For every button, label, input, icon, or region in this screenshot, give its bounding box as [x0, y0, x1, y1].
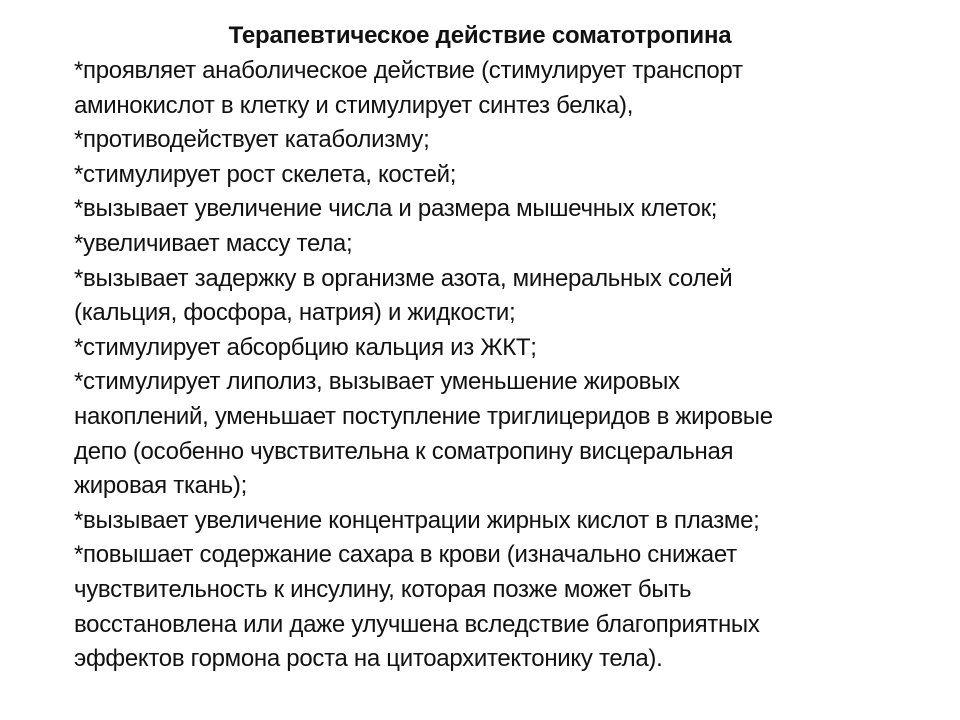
body-line: восстановлена или даже улучшена вследствие благоприятных	[74, 610, 760, 638]
body-line: депо (особенно чувствительна к соматропину висцеральная	[74, 437, 734, 465]
slide-body	[74, 54, 904, 677]
body-line: эффектов гормона роста на цитоархитектонику тела).	[74, 645, 663, 673]
body-line: *вызывает увеличение числа и размера мышечных клеток;	[74, 195, 718, 223]
body-line: накоплений, уменьшает поступление триглицеридов в жировые	[74, 402, 773, 430]
body-line: *стимулирует абсорбцию кальция из ЖКТ;	[74, 333, 537, 361]
body-line: чувствительность к инсулину, которая позже может быть	[74, 575, 692, 603]
body-line: (кальция, фосфора, натрия) и жидкости;	[74, 299, 516, 327]
body-line: *проявляет анаболическое действие (стимулирует транспорт	[74, 57, 743, 84]
body-line: *увеличивает массу тела;	[74, 229, 353, 257]
body-line: *стимулирует липолиз, вызывает уменьшение жировых	[74, 368, 680, 396]
slide-title: Терапевтическое действие соматотропина	[228, 22, 732, 49]
body-line: аминокислот в клетку и стимулирует синтез белка),	[74, 91, 634, 119]
body-line: *вызывает задержку в организме азота, минеральных солей	[74, 264, 733, 292]
body-line: *противодействует катаболизму;	[74, 126, 430, 154]
body-line: *стимулирует рост скелета, костей;	[74, 160, 457, 188]
body-line: *повышает содержание сахара в крови (изначально снижает	[74, 541, 737, 569]
body-line: *вызывает увеличение концентрации жирных кислот в плазме;	[74, 506, 760, 534]
body-line: жировая ткань);	[74, 472, 247, 500]
